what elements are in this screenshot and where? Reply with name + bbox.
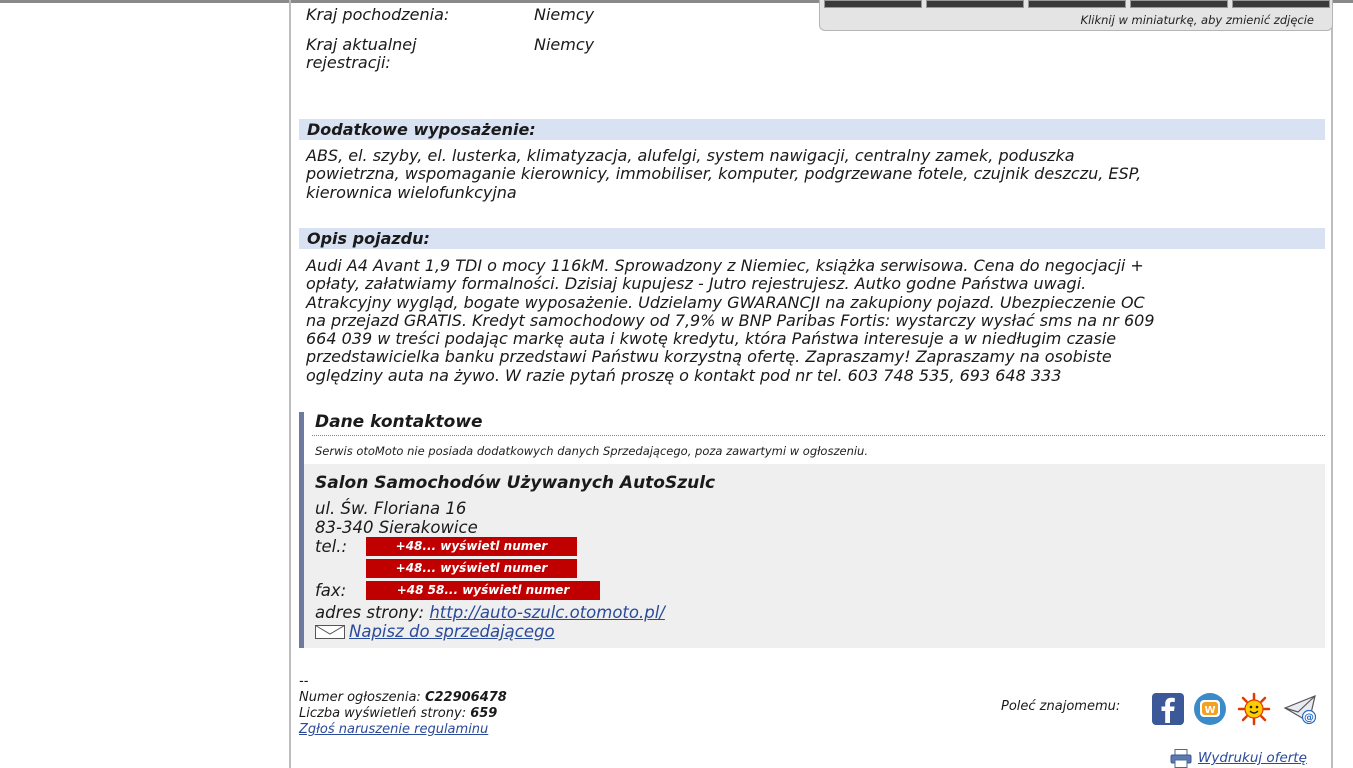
- description-title: Opis pojazdu:: [307, 229, 430, 248]
- facebook-icon[interactable]: [1151, 692, 1185, 726]
- photo-thumbnail[interactable]: [1232, 0, 1330, 8]
- description-text: [306, 257, 1328, 385]
- footer-separator: --: [299, 674, 309, 689]
- description-line: oględziny auta na żywo. W razie pytań proszę o kontakt pod nr tel. 603 748 535, 693 648 333: [306, 365, 1062, 385]
- description-line: 664 039 w treści podając markę auta i kwotę kredytu, która Państwa interesuje a w niedługim czasie: [306, 329, 1117, 349]
- print-row: [1198, 750, 1307, 766]
- equipment-header: [299, 119, 1325, 140]
- description-line: Atrakcyjny wygląd, bogate wyposażenie. Udzielamy GWARANCJI na zakupiony pojazd. Ubezpieczenie OC: [306, 292, 1145, 312]
- report-link[interactable]: Zgłoś naruszenie regulaminu: [299, 722, 489, 737]
- views-count: 659: [470, 706, 498, 721]
- print-link[interactable]: Wydrukuj ofertę: [1198, 750, 1307, 766]
- wykop-icon[interactable]: [1193, 692, 1227, 726]
- views-label: Liczba wyświetleń strony:: [299, 706, 467, 721]
- ad-number-label: Numer ogłoszenia:: [299, 690, 421, 705]
- equipment-title: Dodatkowe wyposażenie:: [307, 120, 536, 139]
- detail-label: Kraj pochodzenia:: [306, 5, 450, 24]
- description-line: Audi A4 Avant 1,9 TDI o mocy 116kM. Sprowadzony z Niemiec, książka serwisowa. Cena do negocjacji +: [306, 256, 1144, 275]
- seller-street: ul. Św. Floriana 16: [315, 499, 467, 518]
- photo-thumbnail[interactable]: [1028, 0, 1126, 8]
- show-phone-button-2[interactable]: +48... wyświetl numer: [366, 559, 577, 578]
- right-column-border: [1331, 0, 1333, 768]
- printer-icon[interactable]: [1170, 749, 1192, 768]
- share-label: Poleć znajomemu:: [1001, 699, 1121, 714]
- left-column-border: [289, 0, 291, 768]
- equipment-line: powietrzna, wspomaganie kierownicy, immobiliser, komputer, podgrzewane fotele, czujnik deszczu, ESP,: [306, 164, 1142, 184]
- description-line: opłaty, załatwiamy formalności. Dzisiaj kupujesz - Jutro rejestrujesz. Autko godne Państwa uwagi.: [306, 274, 1087, 294]
- svg-text:W: W: [1204, 705, 1216, 716]
- ad-number: C22906478: [424, 690, 507, 705]
- detail-value: Niemcy: [534, 5, 595, 24]
- website-row: [315, 603, 665, 622]
- website-label: adres strony:: [315, 603, 425, 622]
- equipment-line: kierownica wielofunkcyjna: [306, 182, 517, 202]
- svg-text:@: @: [1304, 712, 1314, 724]
- seller-name: Salon Samochodów Używanych AutoSzulc: [315, 473, 716, 493]
- email-icon[interactable]: [1283, 692, 1317, 726]
- description-header: [299, 228, 1325, 249]
- photo-thumbnail[interactable]: [1130, 0, 1228, 8]
- write-to-seller-link[interactable]: Napisz do sprzedającego: [349, 622, 555, 641]
- report-row: [299, 722, 488, 738]
- contact-title: Dane kontaktowe: [315, 412, 483, 432]
- equipment-text: [306, 147, 1328, 202]
- fax-label: fax:: [315, 581, 347, 600]
- sun-icon[interactable]: [1237, 692, 1271, 726]
- description-line: przedstawicielka banku przedstawi Państwu korzystną ofertę. Zapraszamy! Zapraszamy na osobiste: [306, 347, 1112, 367]
- views-row: [299, 706, 497, 722]
- ad-number-row: [299, 690, 507, 706]
- photo-thumbnail[interactable]: [926, 0, 1024, 8]
- detail-value: Niemcy: [534, 35, 595, 54]
- contact-note: Serwis otoMoto nie posiada dodatkowych danych Sprzedającego, poza zawartymi w ogłoszeniu.: [315, 444, 868, 458]
- photo-gallery-box: [819, 0, 1333, 31]
- detail-label: Kraj aktualnej rejestracji:: [306, 35, 417, 72]
- show-phone-button[interactable]: +48... wyświetl numer: [366, 537, 577, 556]
- photo-thumbnail[interactable]: [824, 0, 922, 8]
- photo-hint: Kliknij w miniaturkę, aby zmienić zdjęcie: [1080, 13, 1314, 27]
- envelope-icon[interactable]: [315, 625, 345, 639]
- tel-label: tel.:: [315, 537, 348, 556]
- thumbnail-strip: [824, 0, 1330, 6]
- contact-divider: [312, 435, 1325, 436]
- write-to-seller-row: [349, 622, 555, 641]
- show-fax-button[interactable]: +48 58... wyświetl numer: [366, 581, 600, 600]
- seller-city: 83-340 Sierakowice: [315, 518, 478, 537]
- equipment-line: ABS, el. szyby, el. lusterka, klimatyzacja, alufelgi, system nawigacji, centralny zamek, poduszka: [306, 146, 1075, 165]
- contact-accent-bar: [299, 412, 304, 648]
- website-link[interactable]: http://auto-szulc.otomoto.pl/: [429, 603, 665, 622]
- description-line: na przejazd GRATIS. Kredyt samochodowy od 7,9% w BNP Paribas Fortis: wystarczy wysłać sms na nr 609: [306, 310, 1155, 330]
